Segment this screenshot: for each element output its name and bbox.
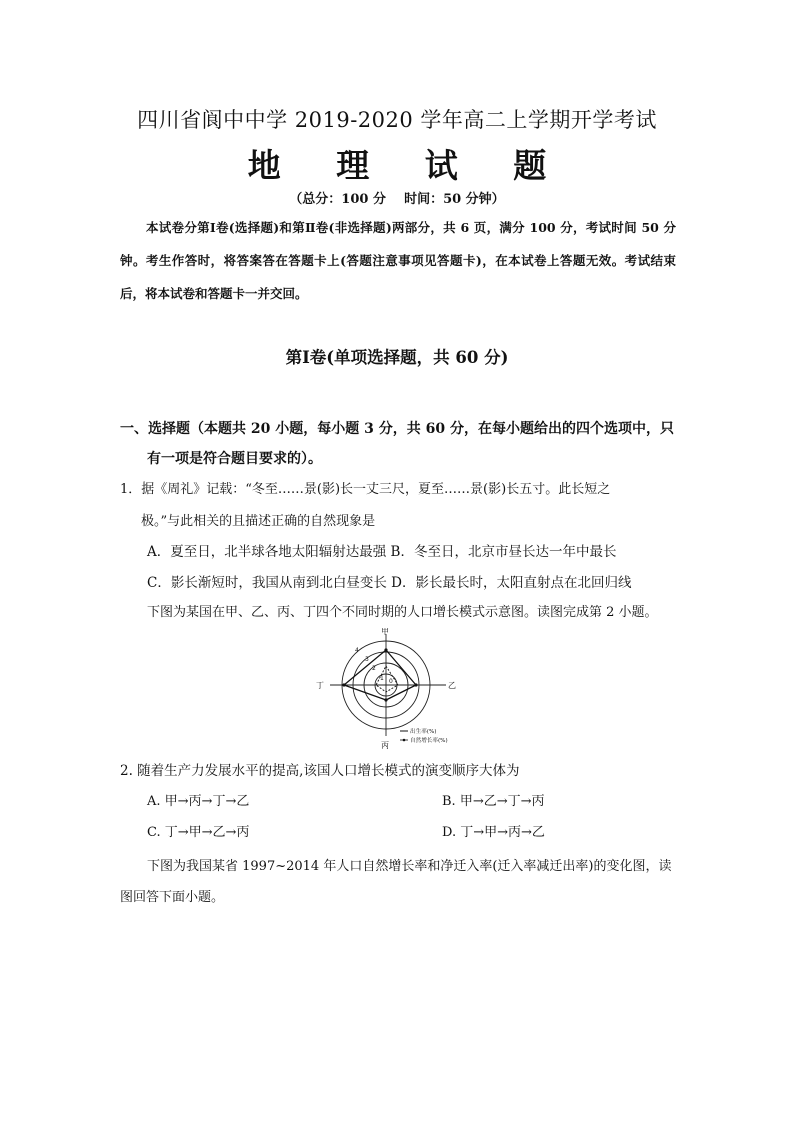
birth-point-top	[384, 648, 387, 651]
question-2-stem: 2. 随着生产力发展水平的提高,该国人口增长模式的演变顺序大体为	[120, 763, 520, 779]
ring-label-1: 1	[380, 675, 384, 682]
section-heading-line2: 有一项是符合题目要求的）。	[147, 451, 322, 467]
axis-label-bottom: 丙	[381, 741, 389, 750]
birth-point-left	[342, 683, 345, 686]
axis-label-top: 甲	[381, 628, 389, 636]
figure-intro: 下图为某国在甲、乙、丙、丁四个不同时期的人口增长模式示意图。读图完成第 2 小题。	[147, 605, 658, 620]
question-2-option-b: B. 甲→乙→丁→丙	[442, 794, 545, 809]
section-heading-line1: 一、选择题（本题共 20 小题，每小题 3 分，共 60 分，在每小题给出的四个选项中，只	[120, 421, 674, 437]
exam-meta: （总分：100 分 时间：50 分钟）	[289, 192, 505, 207]
legend	[400, 727, 448, 744]
question-2-option-c: C. 丁→甲→乙→丙	[147, 825, 250, 840]
axis-label-right: 乙	[448, 681, 456, 690]
exam-instructions: 本试卷分第Ⅰ卷(选择题)和第Ⅱ卷(非选择题)两部分，共 6 页，满分 100 分，考试时间 50 分钟。考生作答时，将答案答在答题卡上(答题注意事项见答题卡)，在本试卷上答题无效。考试结束后，将本试卷和答题卡一并交回。	[120, 220, 676, 301]
birth-point-bottom	[384, 698, 387, 701]
section-heading	[120, 414, 680, 474]
question-1-options-cd: C．影长渐短时，我国从南到北白昼变长 D．影长最长时，太阳直射点在北回归线	[147, 575, 632, 591]
axis-label-left: 丁	[316, 681, 324, 690]
question-3-intro: 下图为我国某省 1997~2014 年人口自然增长率和净迁入率(迁入率减迁出率)的变化图，读图回答下面小题。	[120, 859, 672, 905]
legend-birth-rate: 出生率(%)	[410, 729, 437, 735]
legend-growth-dot	[403, 739, 406, 742]
subject-title: 地 理 试 题	[247, 146, 569, 185]
legend-natural-growth: 自然增长率(%)	[410, 738, 448, 744]
question-2-option-d: D. 丁→甲→丙→乙	[442, 825, 545, 840]
question-1-stem-line1: 1．据《周礼》记载：“冬至……景(影)长一丈三尺，夏至……景(影)长五寸。此长短之	[120, 482, 611, 497]
question-2-option-a: A. 甲→丙→丁→乙	[147, 794, 250, 809]
question-1-stem-line2: 极。”与此相关的且描述正确的自然现象是	[141, 514, 376, 529]
ring-label-2: 2	[372, 665, 376, 672]
ring-label-3: 3	[365, 656, 369, 663]
birth-point-right	[414, 683, 417, 686]
question-1-options-ab: A．夏至日，北半球各地太阳辐射达最强 B．冬至日，北京市昼长达一年中最长	[147, 544, 617, 560]
ring-label-0: 0	[389, 678, 393, 685]
part-one-title: 第Ⅰ卷(单项选择题，共 60 分)	[285, 348, 509, 367]
population-growth-diagram	[310, 628, 486, 750]
exam-title: 四川省阆中中学 2019-2020 学年高二上学期开学考试	[137, 108, 657, 132]
ring-label-4: 4	[355, 647, 359, 654]
